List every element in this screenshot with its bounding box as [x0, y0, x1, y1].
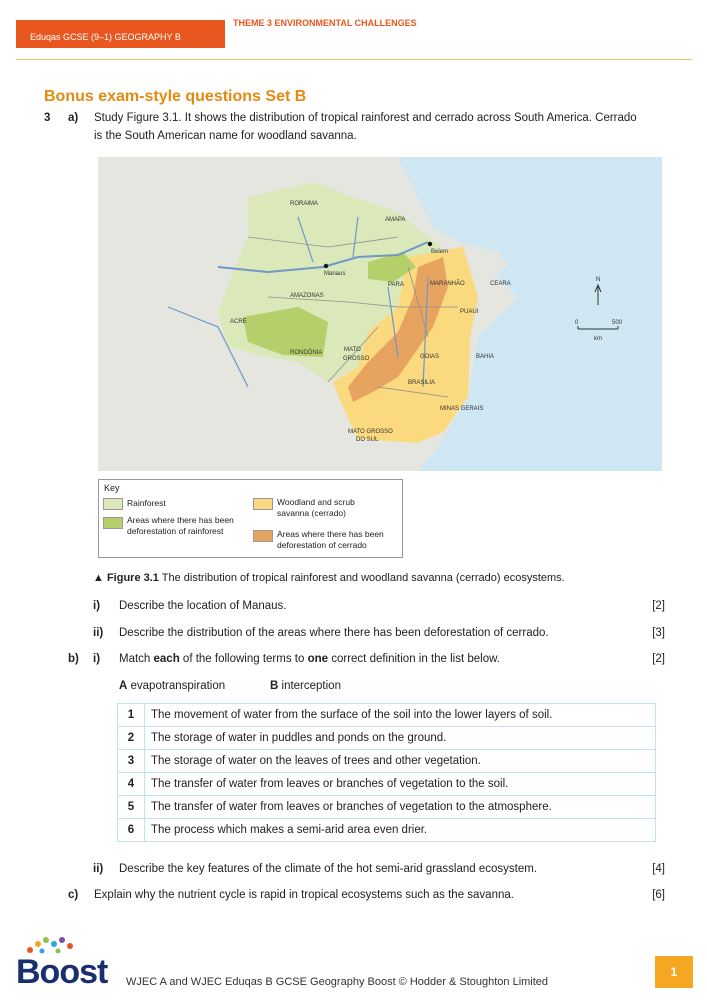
b-i-text: Match each of the following terms to one correct definition in the list below.	[119, 653, 500, 665]
b-ii-text: Describe the key features of the climate of the hot semi-arid grassland ecosystem.	[119, 863, 538, 875]
figure-arrow-icon: ▲	[93, 572, 104, 584]
part-c-label: c)	[68, 889, 79, 901]
question-number: 3	[44, 112, 51, 124]
figure-map	[98, 157, 662, 471]
header-rule	[16, 59, 692, 60]
label-amapa: AMAPA	[385, 217, 406, 223]
label-ceara: CEARA	[490, 281, 511, 287]
label-piaui: PUAUI	[460, 309, 479, 315]
b-ii-num: ii)	[93, 863, 104, 875]
header-tab	[16, 20, 225, 48]
page-title: Bonus exam-style questions Set B	[44, 88, 307, 105]
map-key	[98, 479, 403, 558]
table-row: 5 The transfer of water from leaves or branches of vegetation to the atmosphere.	[118, 796, 656, 819]
term-b: B interception	[270, 680, 341, 692]
figure-label: Figure 3.1	[106, 572, 159, 584]
table-row: 3 The storage of water on the leaves of trees and other vegetation.	[118, 750, 656, 773]
key-title: Key	[104, 483, 120, 493]
manaus-dot	[324, 264, 328, 268]
label-brasilia: BRASILIA	[408, 380, 436, 386]
key-deforest-cerrado-1: Areas where there has been	[277, 529, 384, 539]
part-a-text-line2: is the South American name for woodland savanna.	[94, 130, 357, 142]
part-b-label: b)	[68, 653, 79, 665]
label-goias: GOIAS	[420, 354, 440, 360]
label-belem: Belem	[431, 249, 449, 255]
label-mato-grosso-1: MATO	[344, 347, 361, 353]
scale-start: 0	[575, 320, 579, 326]
key-cerrado-2: savanna (cerrado)	[277, 508, 346, 518]
key-swatch-cerrado	[253, 498, 273, 510]
part-a-label: a)	[68, 112, 79, 124]
scale-unit: km	[594, 336, 602, 342]
a-ii-text: Describe the distribution of the areas where there has been deforestation of cerrado.	[119, 627, 549, 639]
c-marks: [6]	[652, 889, 665, 901]
c-text: Explain why the nutrient cycle is rapid in tropical ecosystems such as the savanna.	[94, 889, 514, 901]
north-label: N	[596, 277, 601, 283]
label-rondonia: RONDÔNIA	[290, 350, 323, 356]
footer-text: WJEC A and WJEC Eduqas B GCSE Geography Boost © Hodder & Stoughton Limited	[126, 976, 549, 988]
label-amazonas: AMAZONAS	[290, 293, 324, 299]
page-number: 1	[655, 956, 693, 988]
label-ms-2: DO SUL	[356, 437, 379, 443]
table-row: 6 The process which makes a semi-arid area even drier.	[118, 819, 656, 842]
scale-end: 500	[612, 320, 623, 326]
term-a: A evapotranspiration	[119, 680, 226, 692]
a-i-marks: [2]	[652, 600, 665, 612]
key-deforest-rain-1: Areas where there has been	[127, 515, 234, 525]
table-row: 4 The transfer of water from leaves or branches of vegetation to the soil.	[118, 773, 656, 796]
label-minas-gerais: MINAS GERAIS	[440, 406, 484, 412]
label-roraima: RORAIMA	[290, 201, 319, 207]
theme-title: THEME 3 ENVIRONMENTAL CHALLENGES	[233, 18, 417, 28]
figure-caption-text: The distribution of tropical rainforest and woodland savanna (cerrado) ecosystems.	[161, 572, 565, 584]
table-row: 1 The movement of water from the surface of the soil into the lower layers of soil.	[118, 704, 656, 727]
b-i-num: i)	[93, 653, 101, 665]
key-rainforest: Rainforest	[127, 498, 166, 508]
label-maranhao: MARANHÃO	[430, 281, 465, 287]
belem-dot	[428, 242, 432, 246]
label-manaus: Manaus	[324, 271, 346, 277]
label-ms-1: MATO GROSSO	[348, 429, 393, 435]
key-deforest-cerrado-2: deforestation of cerrado	[277, 540, 367, 550]
boost-logo: Boost	[16, 953, 108, 991]
label-mato-grosso-2: GROSSO	[343, 356, 370, 362]
key-deforest-rain-2: deforestation of rainforest	[127, 526, 224, 536]
definitions-table	[117, 703, 656, 842]
a-ii-num: ii)	[93, 627, 104, 639]
key-swatch-deforest-cerrado	[253, 530, 273, 542]
figure-caption	[93, 572, 565, 584]
key-swatch-rainforest	[103, 498, 123, 510]
a-ii-marks: [3]	[652, 627, 665, 639]
label-acre: ACRE	[230, 319, 247, 325]
b-i-marks: [2]	[652, 653, 665, 665]
header-tab-label: Eduqas GCSE (9–1) GEOGRAPHY B	[30, 32, 181, 42]
key-swatch-deforest-rain	[103, 517, 123, 529]
a-i-text: Describe the location of Manaus.	[119, 600, 287, 612]
label-para: PARA	[388, 282, 404, 288]
label-bahia: BAHIA	[476, 354, 495, 360]
b-ii-marks: [4]	[652, 863, 665, 875]
key-cerrado-1: Woodland and scrub	[277, 497, 355, 507]
part-a-text-line1: Study Figure 3.1. It shows the distribution of tropical rainforest and cerrado across South America. Cerrado	[94, 112, 637, 124]
table-row: 2 The storage of water in puddles and ponds on the ground.	[118, 727, 656, 750]
a-i-num: i)	[93, 600, 101, 612]
